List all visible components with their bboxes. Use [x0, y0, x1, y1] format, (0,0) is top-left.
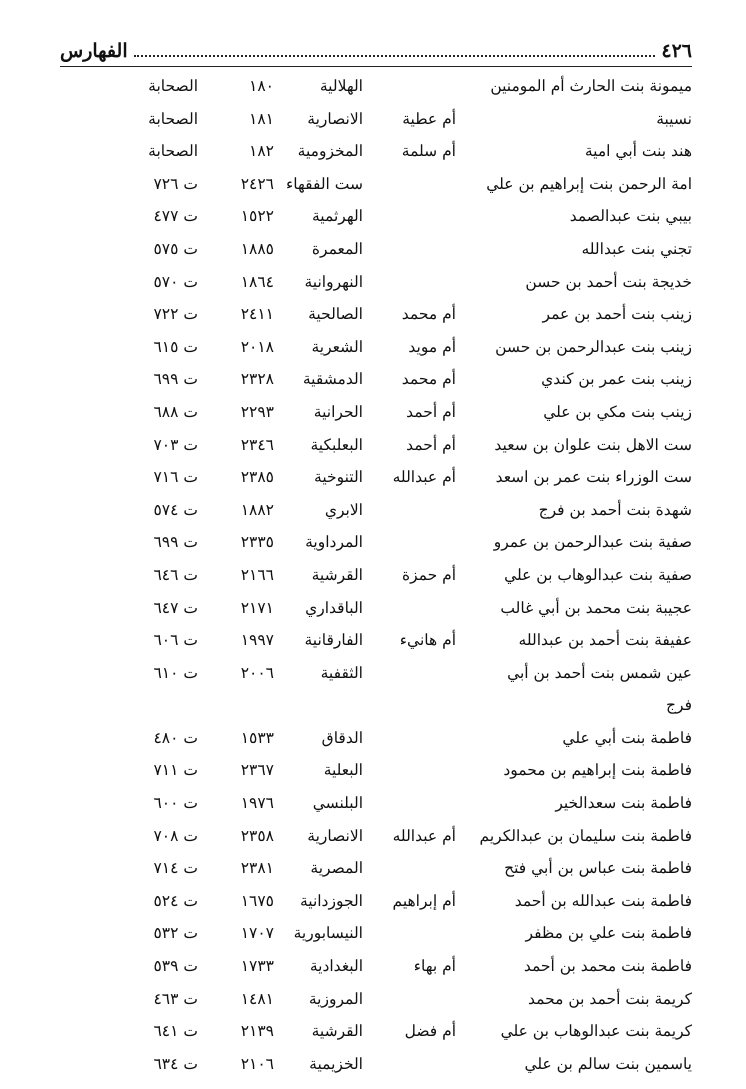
entry-number: ٢٣٤٦: [240, 435, 274, 454]
entry-category: ت ٧١٤: [153, 859, 198, 878]
entry-category: ت ٦٨٨: [153, 402, 198, 421]
entry-category: ت ٥٧٥: [153, 239, 198, 258]
entry-kunya: أم سلمة: [401, 142, 456, 161]
table-row: [0, 885, 746, 918]
entry-name: عين شمس بنت أحمد بن أبي: [507, 663, 692, 682]
table-row: [0, 396, 746, 429]
page-number: ٤٢٦: [661, 40, 692, 62]
entry-category: ت ٦١٥: [153, 337, 198, 356]
entry-category: ت ٧١٦: [153, 468, 198, 487]
entry-number: ٢١٠٦: [240, 1054, 274, 1073]
table-row: [0, 983, 746, 1016]
entry-name: فاطمة بنت عباس بن أبي فتح: [504, 859, 692, 878]
entry-number: ٢٣٢٨: [240, 370, 274, 389]
entry-nisba: البعلبكية: [310, 435, 363, 454]
table-row: [0, 1048, 746, 1081]
leader-dots: [134, 45, 656, 57]
table-row: [0, 233, 746, 266]
table-row: [0, 266, 746, 299]
table-row: [0, 103, 746, 136]
entry-category: ت ٦٤٧: [153, 598, 198, 617]
entry-kunya: أم محمد: [401, 305, 456, 324]
entry-name: عفيفة بنت أحمد بن عبدالله: [518, 631, 692, 650]
entry-category: ت ٦٩٩: [153, 370, 198, 389]
entry-nisba: الجوزدانية: [299, 891, 363, 910]
entry-category: ت ٤٧٧: [153, 207, 198, 226]
entry-category: ت ٧٠٣: [153, 435, 198, 454]
entry-name: فاطمة بنت سعدالخير: [555, 794, 692, 813]
entry-nisba: الحرانية: [313, 402, 363, 421]
entry-number: ١٦٧٥: [240, 891, 274, 910]
table-row: [0, 754, 746, 787]
entry-name: ست الوزراء بنت عمر بن اسعد: [495, 468, 692, 487]
entry-number: ٢٣٥٨: [240, 826, 274, 845]
entry-name: هند بنت أبي امية: [584, 142, 692, 161]
entry-name: فرج: [666, 696, 692, 715]
entry-nisba: البغدادية: [309, 957, 363, 976]
entry-name: كريمة بنت أحمد بن محمد: [528, 989, 692, 1008]
table-row: [0, 526, 746, 559]
entry-category: الصحابة: [148, 109, 198, 128]
entry-number: ٢٣٨١: [240, 859, 274, 878]
entry-name: زينب بنت عمر بن كندي: [541, 370, 692, 389]
table-row: [0, 722, 746, 755]
entry-name: زينب بنت أحمد بن عمر: [542, 305, 692, 324]
table-row: [0, 200, 746, 233]
table-row: [0, 657, 746, 690]
entry-kunya: أم بهاء: [413, 957, 456, 976]
entry-category: ت ٥٧٤: [153, 500, 198, 519]
entry-number: ١٩٧٦: [240, 794, 274, 813]
entry-nisba: القرشية: [311, 1022, 363, 1041]
entry-nisba: الثقفية: [320, 663, 363, 682]
entry-number: ١٩٩٧: [240, 631, 274, 650]
table-row: [0, 135, 746, 168]
entry-name: خديجة بنت أحمد بن حسن: [525, 272, 692, 291]
entry-number: ١٤٨١: [240, 989, 274, 1008]
entry-nisba: الصالحية: [308, 305, 363, 324]
entry-nisba: البلنسي: [312, 794, 363, 813]
entry-kunya: أم فضل: [404, 1022, 456, 1041]
entry-kunya: أم أحمد: [406, 402, 456, 421]
entry-category: ت ٦٠٦: [153, 631, 198, 650]
entry-nisba: المرداوية: [305, 533, 363, 552]
entry-nisba: ست الفقهاء: [285, 174, 363, 193]
entry-name: عجيبة بنت محمد بن أبي غالب: [500, 598, 692, 617]
entry-nisba: النهروانية: [304, 272, 363, 291]
entry-nisba: المصرية: [310, 859, 363, 878]
entry-kunya: أم عبدالله: [392, 826, 456, 845]
entry-category: ت ٥٣٩: [153, 957, 198, 976]
entry-number: ١٧٣٣: [240, 957, 274, 976]
entry-number: ١٧٠٧: [240, 924, 274, 943]
entry-name: ياسمين بنت سالم بن علي: [524, 1054, 692, 1073]
entry-name: فاطمة بنت عبدالله بن أحمد: [514, 891, 692, 910]
table-row: [0, 1015, 746, 1048]
table-row: [0, 461, 746, 494]
table-row: [0, 917, 746, 950]
table-row: [0, 559, 746, 592]
entry-number: ١٨١: [249, 109, 274, 128]
entry-category: الصحابة: [148, 142, 198, 161]
entry-nisba: الدمشقية: [302, 370, 363, 389]
table-row: [0, 624, 746, 657]
entry-nisba: القرشية: [311, 565, 363, 584]
entry-kunya: أم عطية: [402, 109, 456, 128]
entry-number: ٢١٣٩: [240, 1022, 274, 1041]
entry-number: ١٨٨٥: [240, 239, 274, 258]
table-row: [0, 298, 746, 331]
entry-name: صفية بنت عبدالوهاب بن علي: [504, 565, 692, 584]
entry-nisba: الهرثمية: [312, 207, 363, 226]
entry-nisba: الهلالية: [319, 77, 363, 95]
entry-number: ٢٤١١: [240, 305, 274, 324]
entry-category: ت ٦٤٦: [153, 565, 198, 584]
entry-nisba: الخزيمية: [309, 1054, 363, 1073]
entry-number: ٢١٧١: [240, 598, 274, 617]
entry-nisba: الباقداري: [305, 598, 363, 617]
entry-number: ٢١٦٦: [240, 565, 274, 584]
entry-category: ت ٤٦٣: [153, 989, 198, 1008]
table-row: [0, 168, 746, 201]
entry-category: ت ٦٣٤: [153, 1054, 198, 1073]
entry-category: ت ٧٢٦: [153, 174, 198, 193]
entry-name: ميمونة بنت الحارث أم المومنين: [490, 77, 692, 95]
entry-nisba: الدقاق: [321, 728, 363, 747]
entry-kunya: أم محمد: [401, 370, 456, 389]
table-row: [0, 820, 746, 853]
entry-name: صفية بنت عبدالرحمن بن عمرو: [493, 533, 692, 552]
entry-nisba: النيسابورية: [293, 924, 363, 943]
table-row: [0, 363, 746, 396]
table-row: [0, 852, 746, 885]
entry-category: ت ٦٩٩: [153, 533, 198, 552]
table-row: [0, 787, 746, 820]
entry-number: ١٥٣٣: [240, 728, 274, 747]
entry-kunya: أم هانيء: [399, 631, 456, 650]
entry-number: ٢٢٩٣: [240, 402, 274, 421]
entry-nisba: المعمرة: [311, 239, 363, 258]
entry-number: ١٨٠: [249, 77, 274, 95]
entry-nisba: المروزية: [308, 989, 363, 1008]
entry-name: تجني بنت عبدالله: [581, 239, 692, 258]
entry-nisba: التنوخية: [314, 468, 363, 487]
entry-category: ت ٧٠٨: [153, 826, 198, 845]
entry-number: ٢٣٣٥: [240, 533, 274, 552]
entry-category: ت ٧٢٢: [153, 305, 198, 324]
index-table: [0, 70, 746, 1080]
entry-number: ٢٣٨٥: [240, 468, 274, 487]
entry-category: ت ٦٤١: [153, 1022, 198, 1041]
entry-number: ١٨٨٢: [240, 500, 274, 519]
entry-number: ٢٠٠٦: [240, 663, 274, 682]
table-row: [0, 70, 746, 103]
entry-nisba: الفارقانية: [304, 631, 363, 650]
entry-name: زينب بنت عبدالرحمن بن حسن: [495, 337, 692, 356]
entry-name: كريمة بنت عبدالوهاب بن علي: [500, 1022, 692, 1041]
entry-number: ١٥٢٢: [240, 207, 274, 226]
table-row: [0, 494, 746, 527]
entry-nisba: الابري: [324, 500, 363, 519]
entry-name: فاطمة بنت سليمان بن عبدالكريم: [479, 826, 692, 845]
entry-category: ت ٥٢٤: [153, 891, 198, 910]
entry-category: ت ٦٠٠: [153, 794, 198, 813]
table-row: [0, 592, 746, 625]
entry-number: ٢٤٢٦: [240, 174, 274, 193]
entry-number: ٢٣٦٧: [240, 761, 274, 780]
entry-number: ١٨٦٤: [240, 272, 274, 291]
entry-kunya: أم عبدالله: [392, 468, 456, 487]
table-row: [0, 429, 746, 462]
entry-name: امة الرحمن بنت إبراهيم بن علي: [486, 174, 692, 193]
entry-name: فاطمة بنت علي بن مظفر: [525, 924, 692, 943]
entry-category: ت ٥٧٠: [153, 272, 198, 291]
entry-nisba: الشعرية: [311, 337, 363, 356]
entry-category: ت ٤٨٠: [153, 728, 198, 747]
table-row: [0, 331, 746, 364]
entry-name: نسيبة: [656, 109, 692, 128]
entry-category: الصحابة: [148, 77, 198, 95]
entry-number: ١٨٢: [249, 142, 274, 161]
entry-name: زينب بنت مكي بن علي: [543, 402, 692, 421]
entry-name: فاطمة بنت أبي علي: [562, 728, 692, 747]
entry-nisba: البعلية: [323, 761, 363, 780]
entry-nisba: المخزومية: [297, 142, 363, 161]
entry-category: ت ٧١١: [153, 761, 198, 780]
table-row: [0, 950, 746, 983]
entry-category: ت ٦١٠: [153, 663, 198, 682]
entry-kunya: أم مويد: [408, 337, 456, 356]
entry-kunya: أم إبراهيم: [392, 891, 456, 910]
entry-nisba: الانصارية: [307, 826, 363, 845]
entry-name: فاطمة بنت محمد بن أحمد: [523, 957, 692, 976]
entry-category: ت ٥٣٢: [153, 924, 198, 943]
section-title: الفهارس: [60, 40, 128, 62]
entry-nisba: الانصارية: [307, 109, 363, 128]
table-row: [0, 689, 746, 722]
entry-name: فاطمة بنت إبراهيم بن محمود: [503, 761, 692, 780]
page-header: [60, 36, 692, 67]
entry-kunya: أم أحمد: [406, 435, 456, 454]
entry-name: بيبي بنت عبدالصمد: [569, 207, 692, 226]
entry-number: ٢٠١٨: [240, 337, 274, 356]
entry-name: شهدة بنت أحمد بن فرج: [538, 500, 692, 519]
entry-kunya: أم حمزة: [401, 565, 456, 584]
entry-name: ست الاهل بنت علوان بن سعيد: [494, 435, 692, 454]
